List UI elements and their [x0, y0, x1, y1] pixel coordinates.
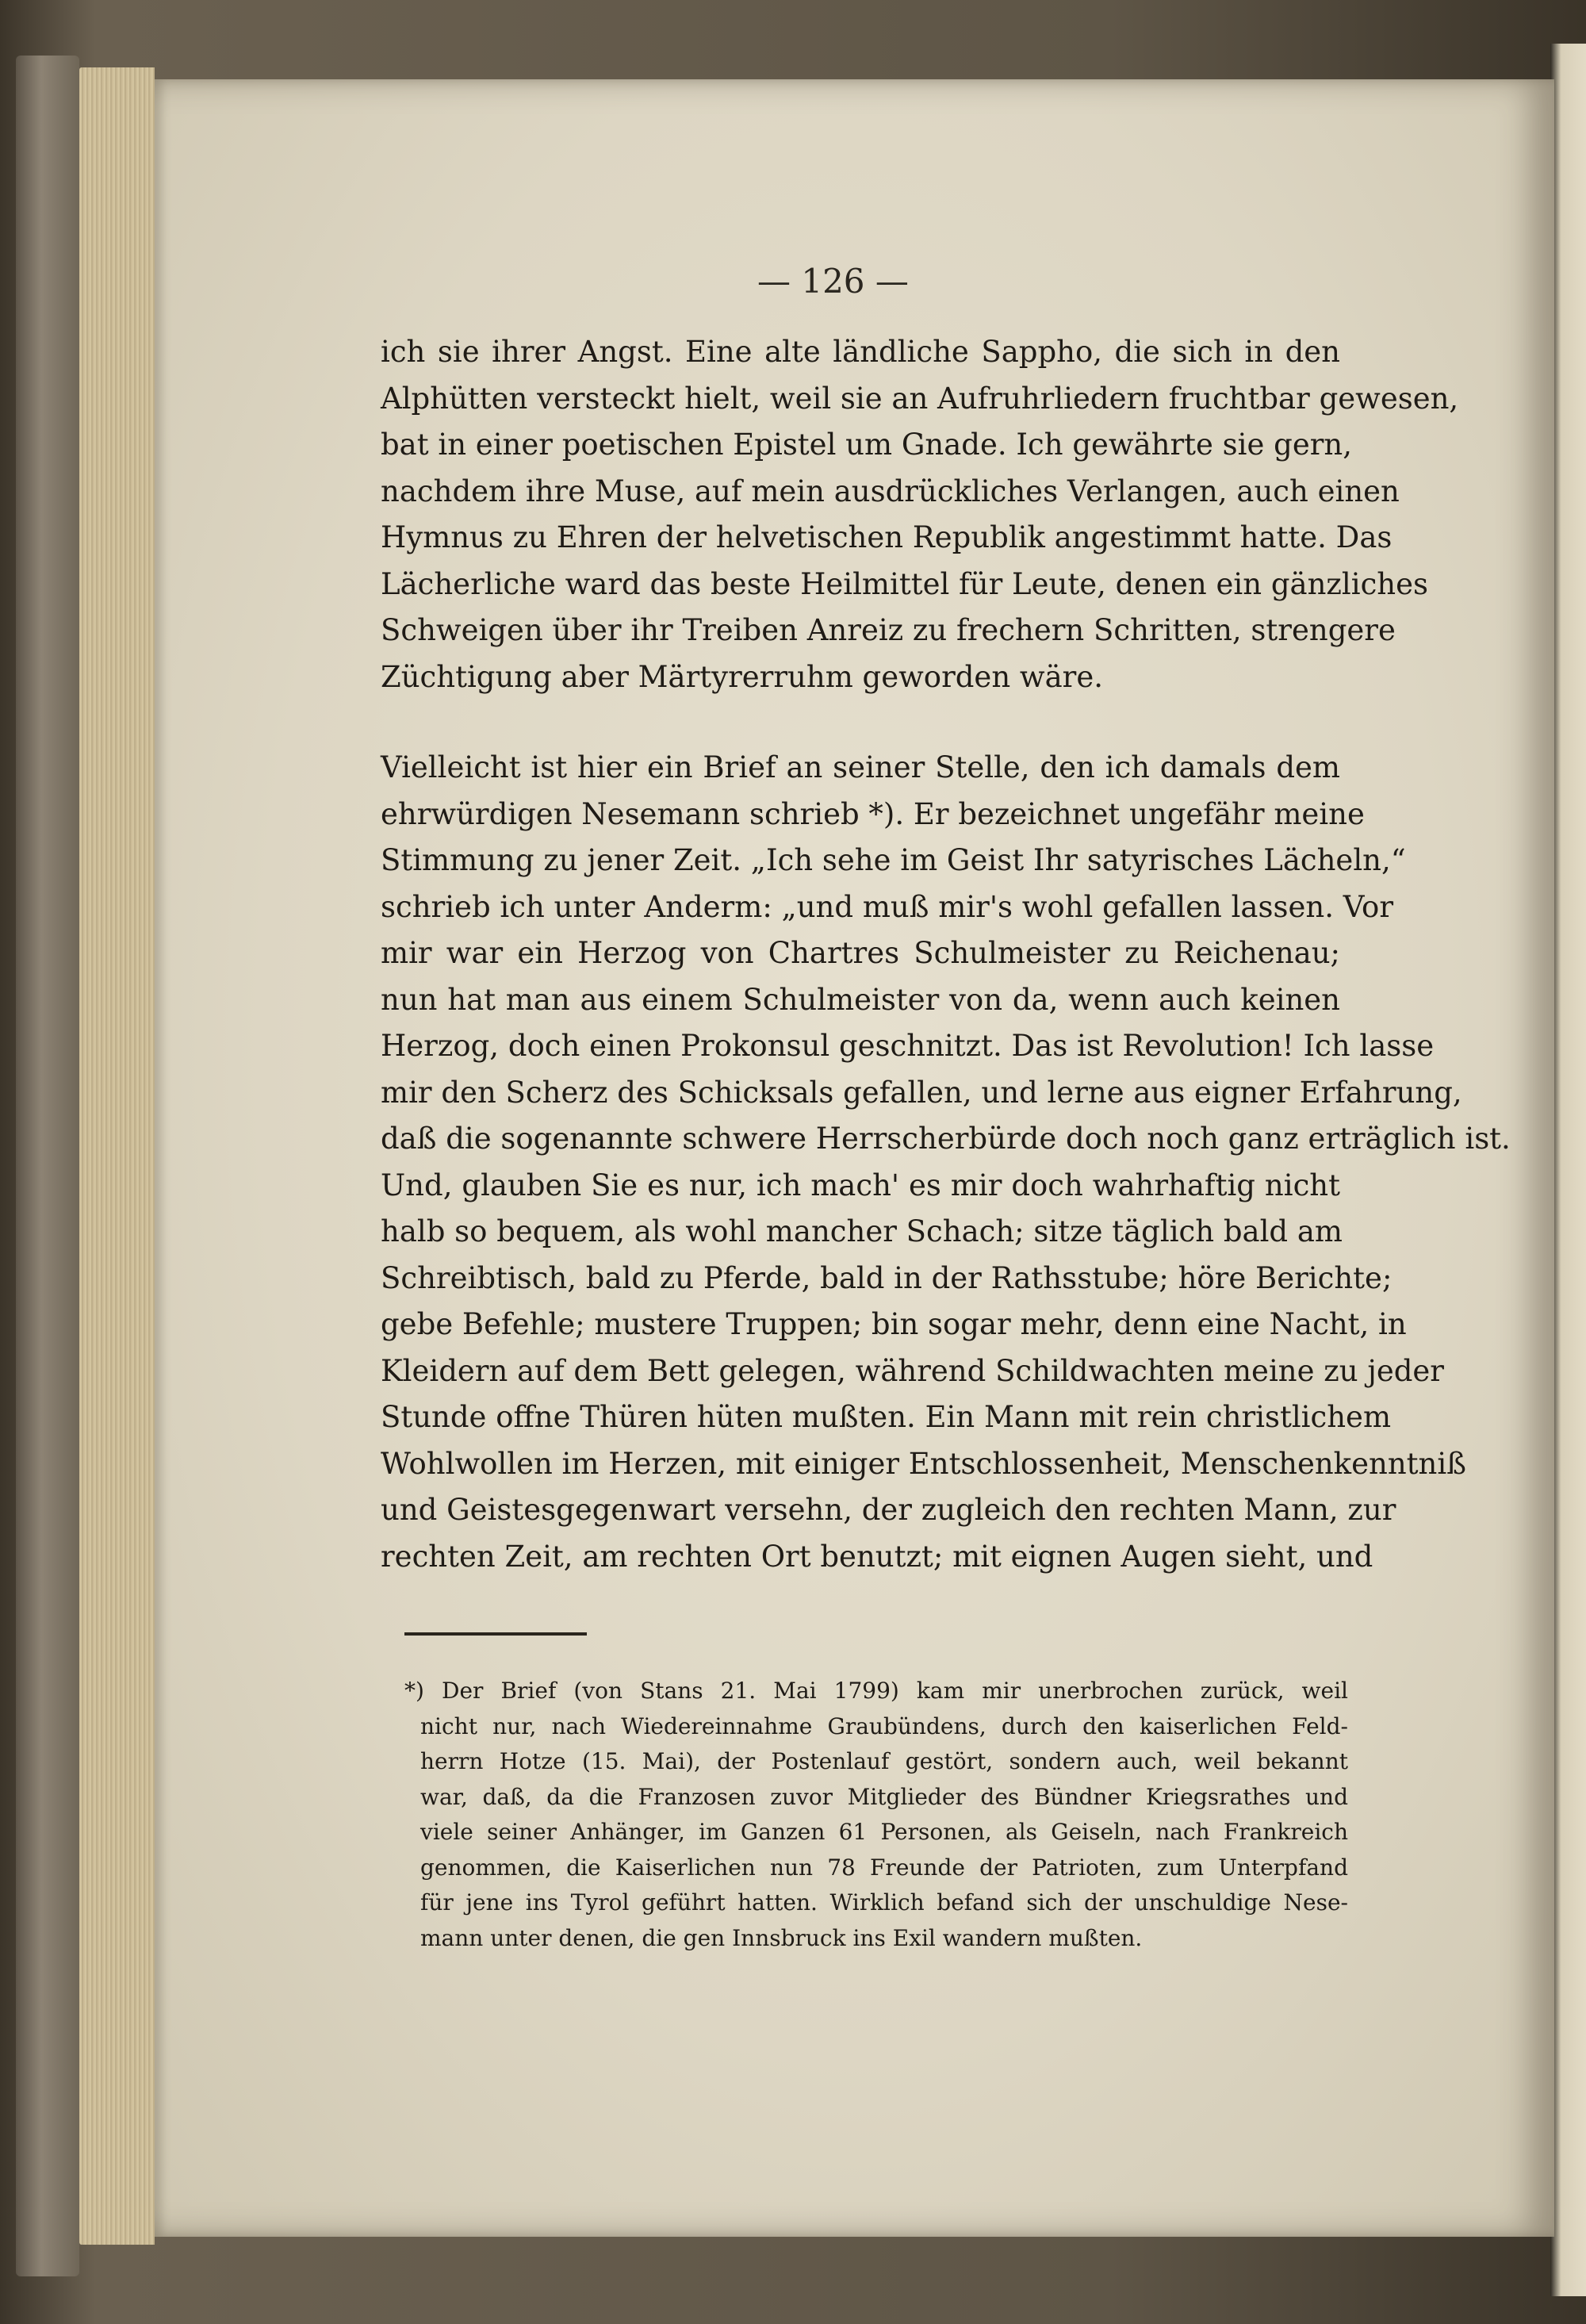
text-line: Stimmung zu jener Zeit. „Ich sehe im Geist Ihr satyrisches Lächeln,“ — [381, 843, 1406, 877]
text-line: mir war ein Herzog von Chartres Schulmeister zu Reichenau; — [381, 936, 1340, 970]
footnote — [404, 1674, 1348, 1956]
footnote-line: mann unter denen, die gen Innsbruck ins Exil wandern mußten. — [420, 1924, 1143, 1951]
page-stack-edges — [79, 67, 155, 2245]
text-line: ich sie ihrer Angst. Eine alte ländliche Sappho, die sich in den — [381, 335, 1340, 369]
footnote-line: genommen, die Kaiserlichen nun 78 Freunde der Patrioten, zum Unterpfand — [420, 1854, 1348, 1881]
body-text — [381, 329, 1511, 1580]
text-line: schrieb ich unter Anderm: „und muß mir's wohl gefallen lassen. Vor — [381, 889, 1394, 924]
text-line: Wohlwollen im Herzen, mit einiger Entschlossenheit, Menschenkenntniß — [381, 1446, 1466, 1481]
text-line: halb so bequem, als wohl mancher Schach; sitze täglich bald am — [381, 1214, 1343, 1248]
footnote-line: nicht nur, nach Wiedereinnahme Graubündens, durch den kaiserlichen Feld- — [420, 1712, 1348, 1739]
text-line: daß die sogenannte schwere Herrscherbürde doch noch ganz erträglich ist. — [381, 1122, 1511, 1156]
text-line: Züchtigung aber Märtyrerruhm geworden wäre. — [381, 659, 1103, 694]
text-line: Kleidern auf dem Bett gelegen, während Schildwachten meine zu jeder — [381, 1353, 1444, 1388]
text-line: Herzog, doch einen Prokonsul geschnitzt. Das ist Revolution! Ich lasse — [381, 1029, 1435, 1063]
footnote-line: *) Der Brief (von Stans 21. Mai 1799) kam mir unerbrochen zurück, weil — [404, 1678, 1348, 1704]
text-line: gebe Befehle; mustere Truppen; bin sogar mehr, denn eine Nacht, in — [381, 1307, 1407, 1341]
text-line: nachdem ihre Muse, auf mein ausdrückliches Verlangen, auch einen — [381, 474, 1400, 508]
text-line: und Geistesgegenwart versehn, der zugleich den rechten Mann, zur — [381, 1493, 1396, 1527]
text-line: bat in einer poetischen Epistel um Gnade. Ich gewährte sie gern, — [381, 428, 1353, 462]
footnote-line: herrn Hotze (15. Mai), der Postenlauf gestört, sondern auch, weil bekannt — [420, 1748, 1348, 1774]
text-line: ehrwürdigen Nesemann schrieb *). Er bezeichnet ungefähr meine — [381, 796, 1365, 831]
footnote-line: für jene ins Tyrol geführt hatten. Wirklich befand sich der unschuldige Nese- — [420, 1889, 1348, 1916]
footnote-line: viele seiner Anhänger, im Ganzen 61 Personen, als Geiseln, nach Frankreich — [420, 1819, 1348, 1845]
text-line: Schreibtisch, bald zu Pferde, bald in der Rathsstube; höre Berichte; — [381, 1260, 1393, 1295]
text-line: rechten Zeit, am rechten Ort benutzt; mit eignen Augen sieht, und — [381, 1539, 1373, 1574]
paragraph-1 — [381, 329, 1459, 700]
footnote-rule — [404, 1632, 587, 1636]
facing-page-edge — [1550, 44, 1586, 2296]
paragraph-2 — [381, 745, 1511, 1580]
text-line: mir den Scherz des Schicksals gefallen, und lerne aus eigner Erfahrung, — [381, 1075, 1462, 1110]
book-binding-edge — [16, 56, 79, 2276]
page-number: — 126 — — [757, 262, 909, 301]
text-line: Vielleicht ist hier ein Brief an seiner Stelle, den ich damals dem — [381, 750, 1340, 784]
paragraph-gap — [381, 700, 1340, 745]
text-line: nun hat man aus einem Schulmeister von da, wenn auch keinen — [381, 982, 1340, 1017]
text-line: Stunde offne Thüren hüten mußten. Ein Mann mit rein christlichem — [381, 1400, 1392, 1434]
text-line: Und, glauben Sie es nur, ich mach' es mir doch wahrhaftig nicht — [381, 1168, 1340, 1202]
text-line: Schweigen über ihr Treiben Anreiz zu frechern Schritten, strengere — [381, 613, 1396, 647]
footnote-line: war, daß, da die Franzosen zuvor Mitglieder des Bündner Kriegsrathes und — [420, 1783, 1348, 1810]
text-line: Alphütten versteckt hielt, weil sie an Aufruhrliedern fruchtbar gewesen, — [381, 381, 1459, 416]
text-line: Hymnus zu Ehren der helvetischen Republik angestimmt hatte. Das — [381, 520, 1393, 554]
text-line: Lächerliche ward das beste Heilmittel für Leute, denen ein gänzliches — [381, 566, 1429, 601]
